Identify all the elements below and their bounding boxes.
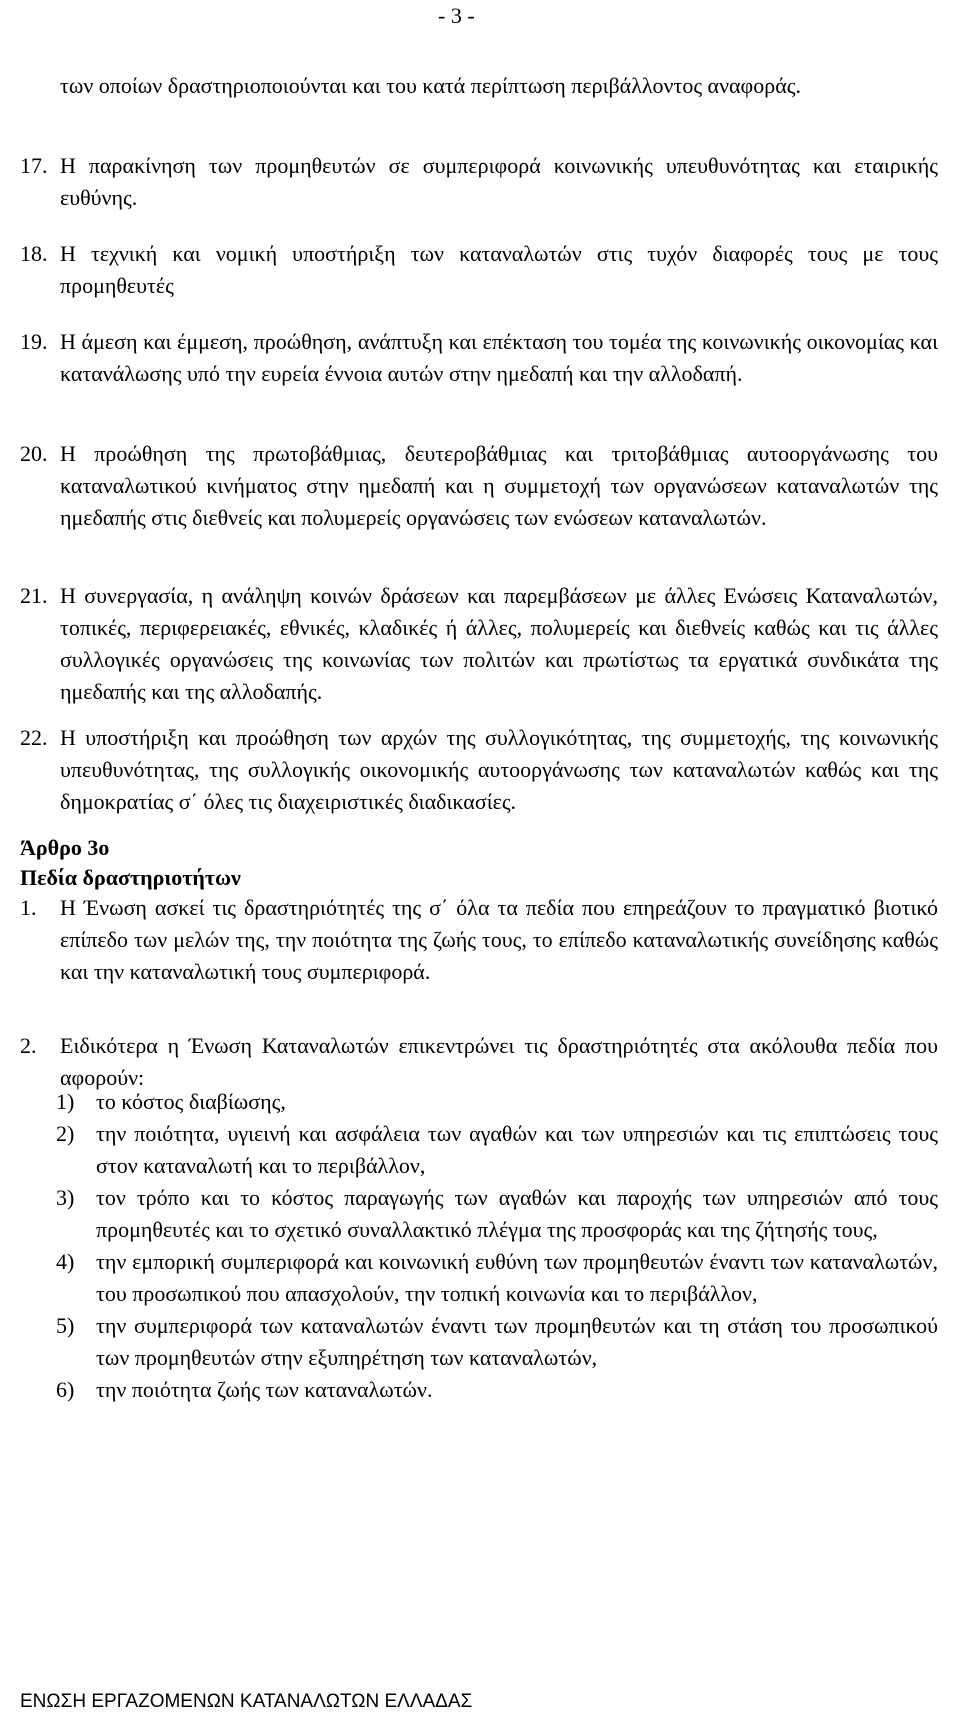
page-footer: ΕΝΩΣΗ ΕΡΓΑΖΟΜΕΝΩΝ ΚΑΤΑΝΑΛΩΤΩΝ ΕΛΛΑΔΑΣ bbox=[20, 1691, 473, 1712]
sub-item-number: 3) bbox=[56, 1185, 75, 1210]
page-number: - 3 - bbox=[438, 3, 475, 28]
list-item-20 bbox=[20, 438, 938, 534]
sub-list-item bbox=[56, 1182, 938, 1246]
sub-item-text: την ποιότητα, υγιεινή και ασφάλεια των αγαθών και των υπηρεσιών και τις επιπτώσεις τους στον καταναλωτή και το περιβάλλον, bbox=[96, 1121, 938, 1178]
article-heading: Άρθρο 3ο bbox=[20, 835, 110, 860]
sub-item-number: 4) bbox=[56, 1249, 75, 1274]
list-item-21 bbox=[20, 580, 938, 708]
sub-item-number: 5) bbox=[56, 1313, 75, 1338]
article-item-2 bbox=[20, 1030, 938, 1094]
sub-item-text: την συμπεριφορά των καταναλωτών έναντι των προμηθευτών και τη στάση του προσωπικού των προμηθευτών στην εξυπηρέτηση των καταναλωτών, bbox=[96, 1313, 938, 1370]
item-number: 19. bbox=[20, 329, 48, 354]
article-subheading: Πεδία δραστηριοτήτων bbox=[20, 865, 241, 890]
item-number: 22. bbox=[20, 725, 48, 750]
item-text: Η υποστήριξη και προώθηση των αρχών της συλλογικότητας, της συμμετοχής, της κοινωνικής υπευθυνότητας, της συλλογικής οικονομικής αυτοοργάνωσης των καταναλωτών καθώς και της δημοκρατίας σ΄ όλες τις διαχειριστικές διαδικασίες. bbox=[60, 725, 938, 814]
item-number: 1. bbox=[20, 895, 37, 920]
item-text: Η συνεργασία, η ανάληψη κοινών δράσεων και παρεμβάσεων με άλλες Ενώσεις Καταναλωτών, τοπικές, περιφερειακές, εθνικές, κλαδικές ή άλλες, πολυμερείς και διεθνείς καθώς και τις άλλες συλλογικές οργανώσεις της κοινωνίας των πολιτών και πρωτίστως τα εργατικά συνδικάτα της ημεδαπής και της αλλοδαπής. bbox=[60, 583, 938, 704]
sub-list-item bbox=[56, 1310, 938, 1374]
list-item-17 bbox=[20, 150, 938, 214]
sub-list-item bbox=[56, 1246, 938, 1310]
sub-item-text: την εμπορική συμπεριφορά και κοινωνική ευθύνη των προμηθευτών έναντι των καταναλωτών, του προσωπικού που απασχολούν, την τοπική κοινωνία και το περιβάλλον, bbox=[96, 1249, 938, 1306]
sub-item-number: 1) bbox=[56, 1089, 75, 1114]
list-item-22 bbox=[20, 722, 938, 818]
item-text: Η παρακίνηση των προμηθευτών σε συμπεριφορά κοινωνικής υπευθυνότητας και εταιρικής ευθύνης. bbox=[60, 153, 938, 210]
item-number: 18. bbox=[20, 241, 48, 266]
item-number: 20. bbox=[20, 441, 48, 466]
article-item-1 bbox=[20, 892, 938, 988]
sub-item-text: το κόστος διαβίωσης, bbox=[96, 1089, 286, 1114]
item-text: Η άμεση και έμμεση, προώθηση, ανάπτυξη και επέκταση του τομέα της κοινωνικής οικονομίας και κατανάλωσης υπό την ευρεία έννοια αυτών στην ημεδαπή και την αλλοδαπή. bbox=[60, 329, 938, 386]
item-number: 2. bbox=[20, 1033, 37, 1058]
sub-list-item bbox=[56, 1086, 938, 1118]
sub-item-text: την ποιότητα ζωής των καταναλωτών. bbox=[96, 1377, 433, 1402]
sub-item-text: τον τρόπο και το κόστος παραγωγής των αγαθών και παροχής των υπηρεσιών από τους προμηθευτές και το σχετικό συναλλακτικό πλέγμα της προσφοράς και της ζήτησής τους, bbox=[96, 1185, 938, 1242]
item-text: Η Ένωση ασκεί τις δραστηριότητές της σ΄ όλα τα πεδία που επηρεάζουν το πραγματικό βιοτικό επίπεδο των μελών της, την ποιότητα της ζωής τους, το επίπεδο καταναλωτικής συνείδησης καθώς και την καταναλωτική τους συμπεριφορά. bbox=[60, 895, 938, 984]
list-item-18 bbox=[20, 238, 938, 302]
list-item-19 bbox=[20, 326, 938, 390]
sub-list bbox=[56, 1086, 938, 1406]
item-text: Η τεχνική και νομική υποστήριξη των καταναλωτών στις τυχόν διαφορές τους με τους προμηθευτές bbox=[60, 241, 938, 298]
sub-list-item bbox=[56, 1374, 938, 1406]
item-number: 17. bbox=[20, 153, 48, 178]
item-number: 21. bbox=[20, 583, 48, 608]
intro-continuation: των οποίων δραστηριοποιούνται και του κατά περίπτωση περιβάλλοντος αναφοράς. bbox=[60, 73, 801, 98]
sub-list-item bbox=[56, 1118, 938, 1182]
sub-item-number: 2) bbox=[56, 1121, 75, 1146]
item-text: Ειδικότερα η Ένωση Καταναλωτών επικεντρώνει τις δραστηριότητές στα ακόλουθα πεδία που αφορούν: bbox=[60, 1033, 938, 1090]
sub-item-number: 6) bbox=[56, 1377, 75, 1402]
item-text: Η προώθηση της πρωτοβάθμιας, δευτεροβάθμιας και τριτοβάθμιας αυτοοργάνωσης του καταναλωτικού κινήματος στην ημεδαπή και η συμμετοχή των οργανώσεων καταναλωτών της ημεδαπής στις διεθνείς και πολυμερείς οργανώσεις των ενώσεων καταναλωτών. bbox=[60, 441, 938, 530]
